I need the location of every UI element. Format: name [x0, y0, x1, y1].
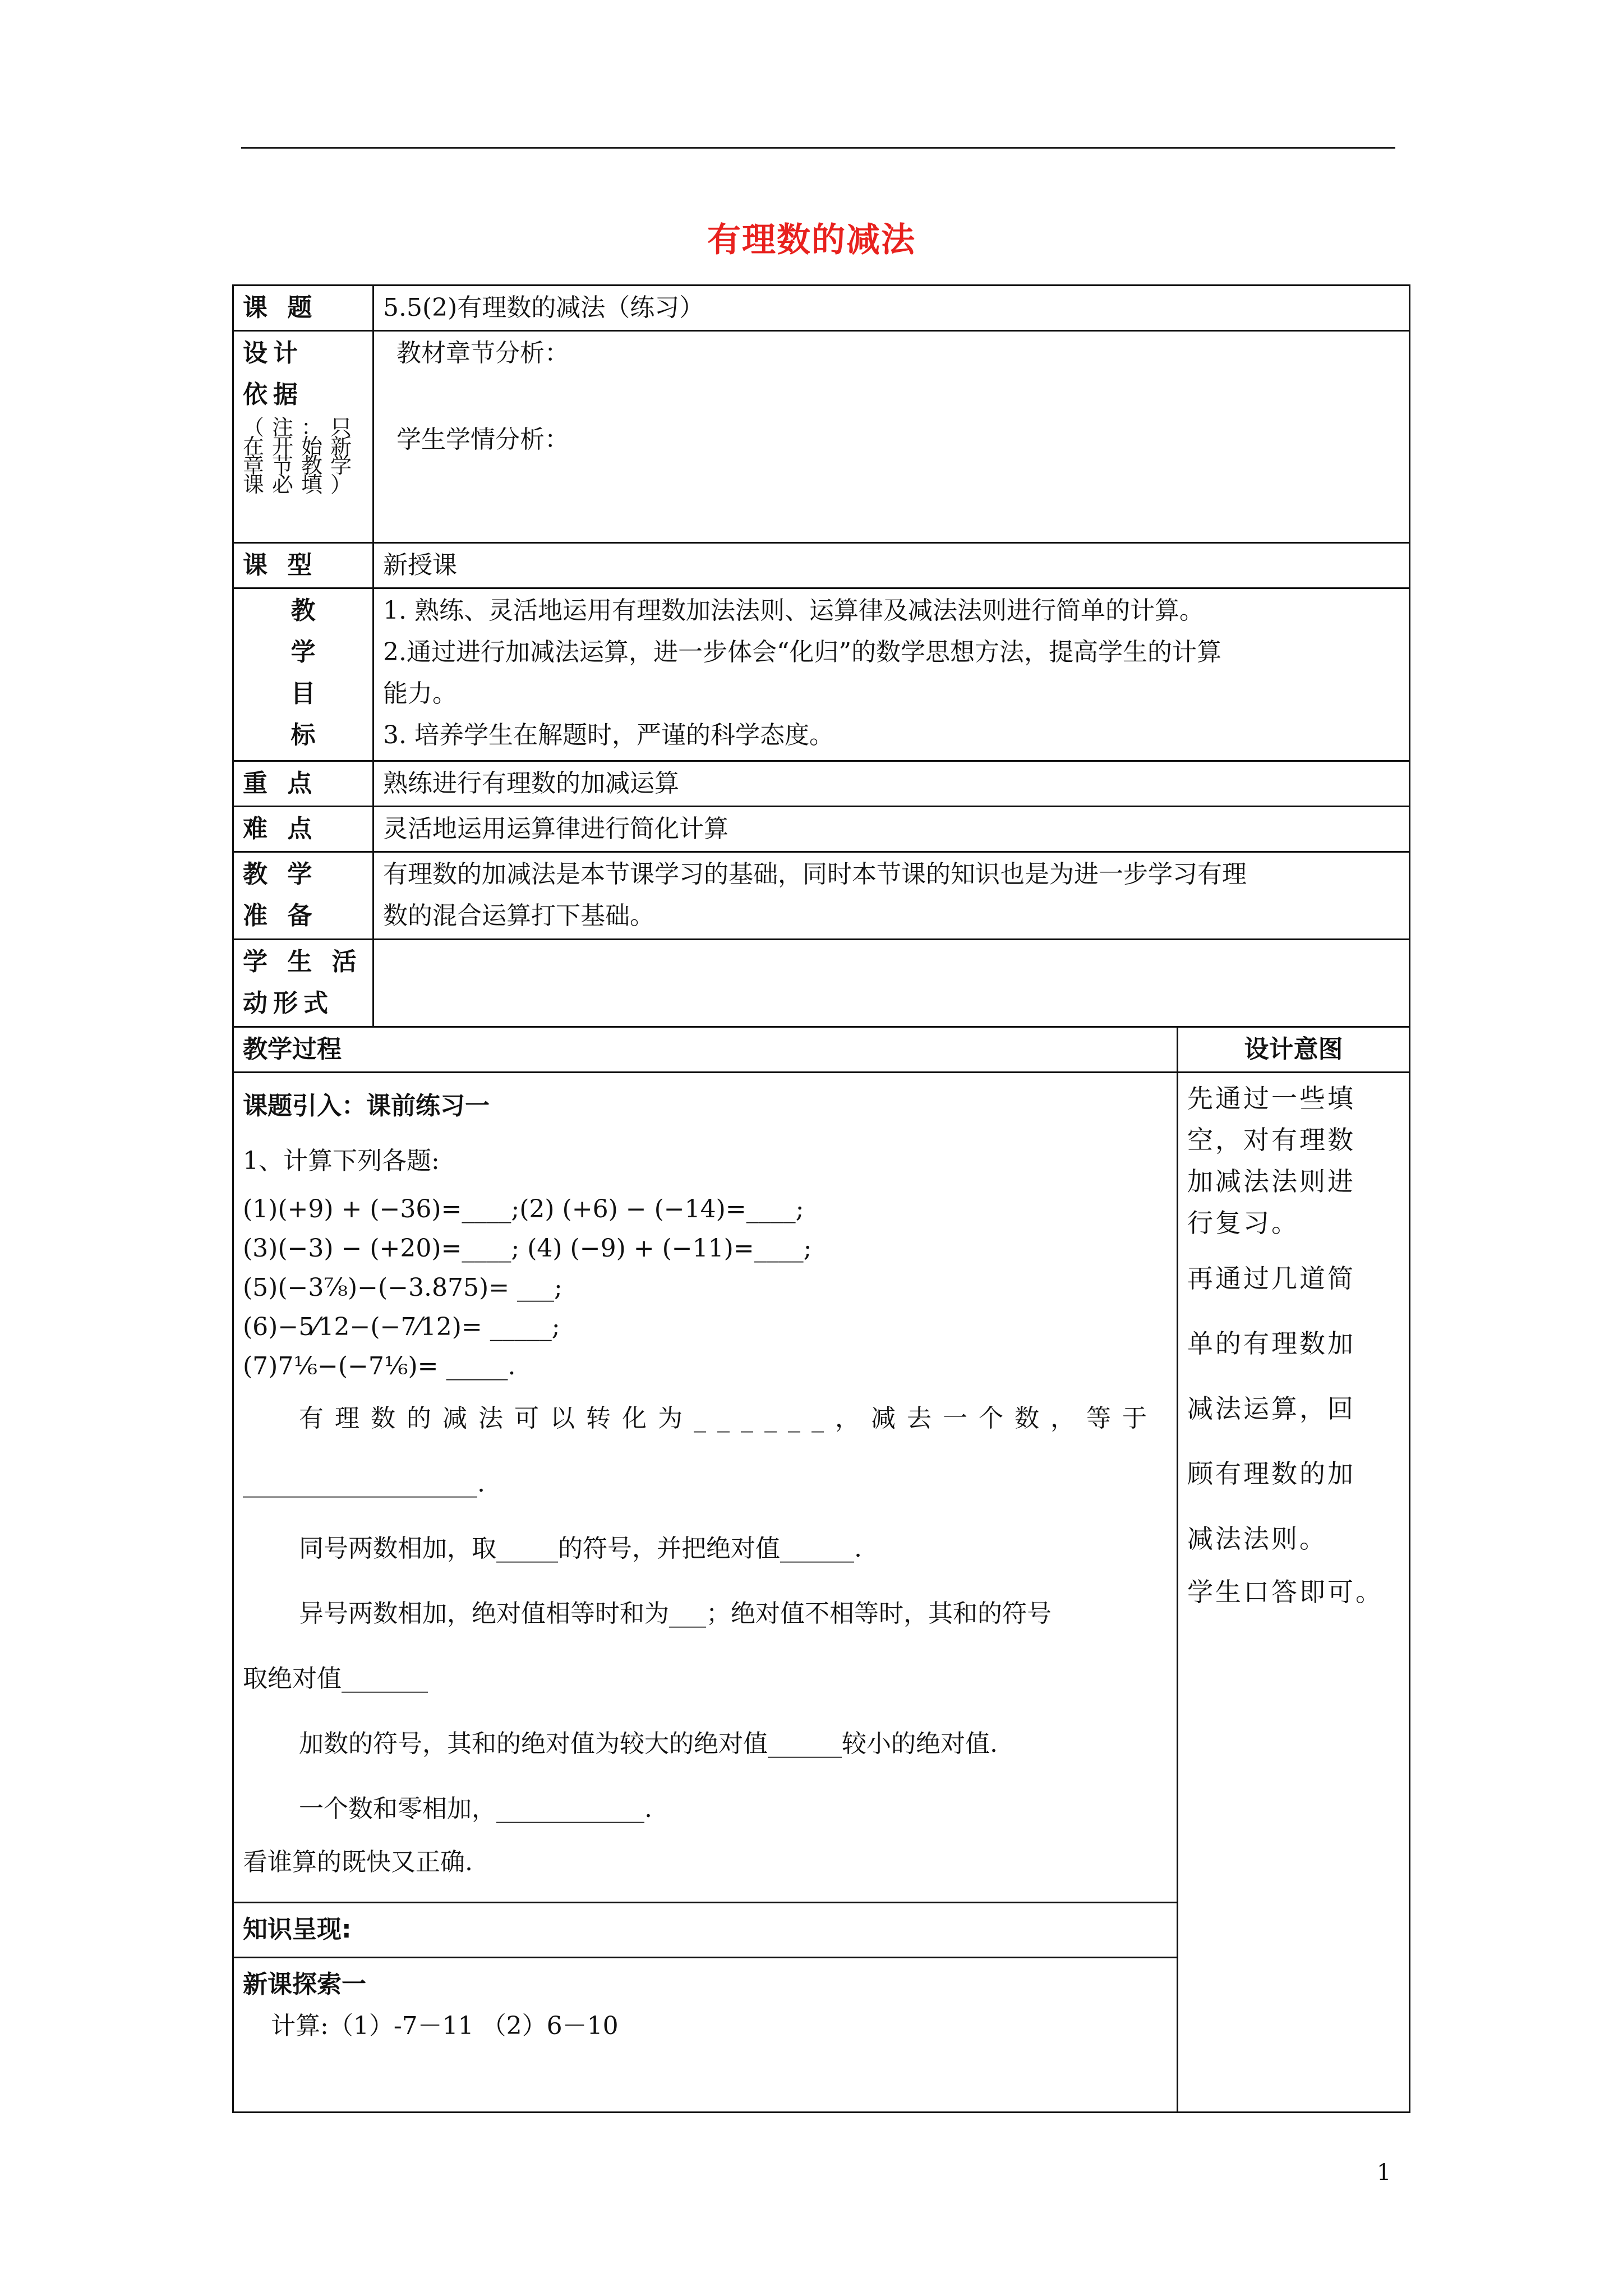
diff-sign-rule: 异号两数相加，绝对值相等时和为___；绝对值不相等时，其和的符号	[299, 1599, 1052, 1628]
goal-item: 3. 培养学生在解题时，严谨的科学态度。	[383, 721, 834, 749]
row-key	[233, 761, 1410, 807]
intent-cell	[1178, 1073, 1410, 2113]
lesson-plan-table	[232, 284, 1410, 2113]
intent-oral: 学生口答即可。	[1187, 1577, 1384, 1607]
row-topic	[233, 286, 1410, 331]
value-difficult: 灵活地运用运算律进行简化计算	[374, 807, 1410, 852]
label-design-2: 依据	[243, 380, 303, 409]
label-prep-1: 教 学	[243, 860, 318, 889]
page-title: 有理数的减法	[707, 220, 916, 260]
exercise-line: (1)(+9) + (−36)=____;(2) (+6) − (−14)=____;	[243, 1195, 804, 1223]
intent-line: 空，对有理数	[1187, 1125, 1355, 1155]
intent-line: 先通过一些填	[1187, 1083, 1355, 1114]
intent-line: 减法运算，回	[1187, 1393, 1355, 1424]
question-title: 1、计算下列各题:	[243, 1147, 440, 1175]
exercise-line: (3)(−3) − (+20)=____; (4) (−9) + (−11)=____;	[243, 1234, 812, 1263]
label-difficult: 难 点	[233, 807, 374, 852]
process-header: 教学过程	[233, 1027, 1178, 1073]
intent-line: 加减法法则进	[1187, 1166, 1355, 1197]
row-design	[233, 331, 1410, 543]
goals-char-2: 学	[291, 638, 316, 666]
explore-title: 新课探索一	[243, 1970, 366, 1999]
design-item-textbook: 教材章节分析：	[396, 339, 569, 367]
value-activity	[374, 940, 1410, 1027]
label-design-1: 设计	[243, 339, 303, 367]
row-type	[233, 543, 1410, 588]
design-note: （注：只在开始新章节教学课必填）	[243, 415, 360, 497]
row-process-header	[233, 1027, 1410, 1073]
row-goals	[233, 588, 1410, 761]
label-goals	[233, 588, 374, 761]
value-key: 熟练进行有理数的加减运算	[374, 761, 1410, 807]
value-design	[374, 331, 1410, 543]
row-intro	[233, 1073, 1410, 1903]
goal-item: 能力。	[383, 679, 457, 708]
zero-rule: 一个数和零相加，____________.	[299, 1795, 652, 1823]
subtraction-rule: 有理数的减法可以转化为______，减去一个数，等于	[299, 1404, 1158, 1433]
design-item-student: 学生学情分析：	[396, 425, 569, 454]
exercise-line: (6)−5⁄12−(−7⁄12)= _____;	[243, 1313, 560, 1341]
same-sign-rule: 同号两数相加，取_____的符号，并把绝对值______.	[299, 1534, 862, 1563]
page-number: 1	[1377, 2160, 1391, 2185]
label-activity-2: 动形式	[243, 989, 334, 1018]
label-activity-1: 学 生 活	[243, 947, 362, 976]
add-sign-rule: 加数的符号，其和的绝对值为较大的绝对值______较小的绝对值.	[299, 1729, 998, 1758]
intent-line: 顾有理数的加	[1187, 1458, 1355, 1489]
label-key: 重 点	[233, 761, 374, 807]
explore-calc: 计算:（1）-7－11 （2）6－10	[271, 2012, 619, 2040]
row-prep	[233, 852, 1410, 940]
label-design	[233, 331, 374, 543]
intent-line: 行复习。	[1187, 1208, 1299, 1238]
subtraction-rule-blank: ___________________.	[243, 1469, 485, 1498]
value-type: 新授课	[374, 543, 1410, 588]
goals-char-1: 教	[291, 596, 316, 625]
header-rule	[241, 147, 1395, 149]
intent-line: 再通过几道简	[1187, 1263, 1355, 1294]
label-type: 课 型	[233, 543, 374, 588]
explore-cell	[233, 1958, 1178, 2113]
value-goals	[374, 588, 1410, 761]
goals-char-3: 目	[291, 679, 316, 708]
intent-line: 减法法则。	[1187, 1524, 1327, 1554]
goal-item: 2.通过进行加减法运算，进一步体会“化归”的数学思想方法，提高学生的计算	[383, 638, 1221, 666]
goal-item: 1. 熟练、灵活地运用有理数加法法则、运算律及减法法则进行简单的计算。	[383, 596, 1204, 625]
intro-cell	[233, 1073, 1178, 1903]
row-activity	[233, 940, 1410, 1027]
label-activity	[233, 940, 374, 1027]
intent-line: 单的有理数加	[1187, 1328, 1355, 1359]
goals-char-4: 标	[291, 721, 316, 749]
label-topic: 课 题	[233, 286, 374, 331]
prep-line: 有理数的加减法是本节课学习的基础，同时本节课的知识也是为进一步学习有理	[383, 860, 1247, 889]
value-topic: 5.5(2)有理数的减法（练习）	[374, 286, 1410, 331]
label-prep-2: 准 备	[243, 901, 318, 930]
prep-line: 数的混合运算打下基础。	[383, 901, 654, 930]
value-prep	[374, 852, 1410, 940]
intent-header: 设计意图	[1178, 1027, 1410, 1073]
speed-note: 看谁算的既快又正确.	[243, 1848, 473, 1876]
label-prep	[233, 852, 374, 940]
exercise-line: (7)7⅙−(−7⅙)= _____.	[243, 1352, 516, 1381]
intro-title: 课题引入：课前练习一	[243, 1092, 490, 1120]
exercise-line: (5)(−3⅞)−(−3.875)= ___;	[243, 1273, 562, 1302]
knowledge-label: 知识呈现:	[233, 1903, 1178, 1958]
row-difficult	[233, 807, 1410, 852]
diff-sign-rule-2: 取绝对值_______	[243, 1664, 428, 1693]
